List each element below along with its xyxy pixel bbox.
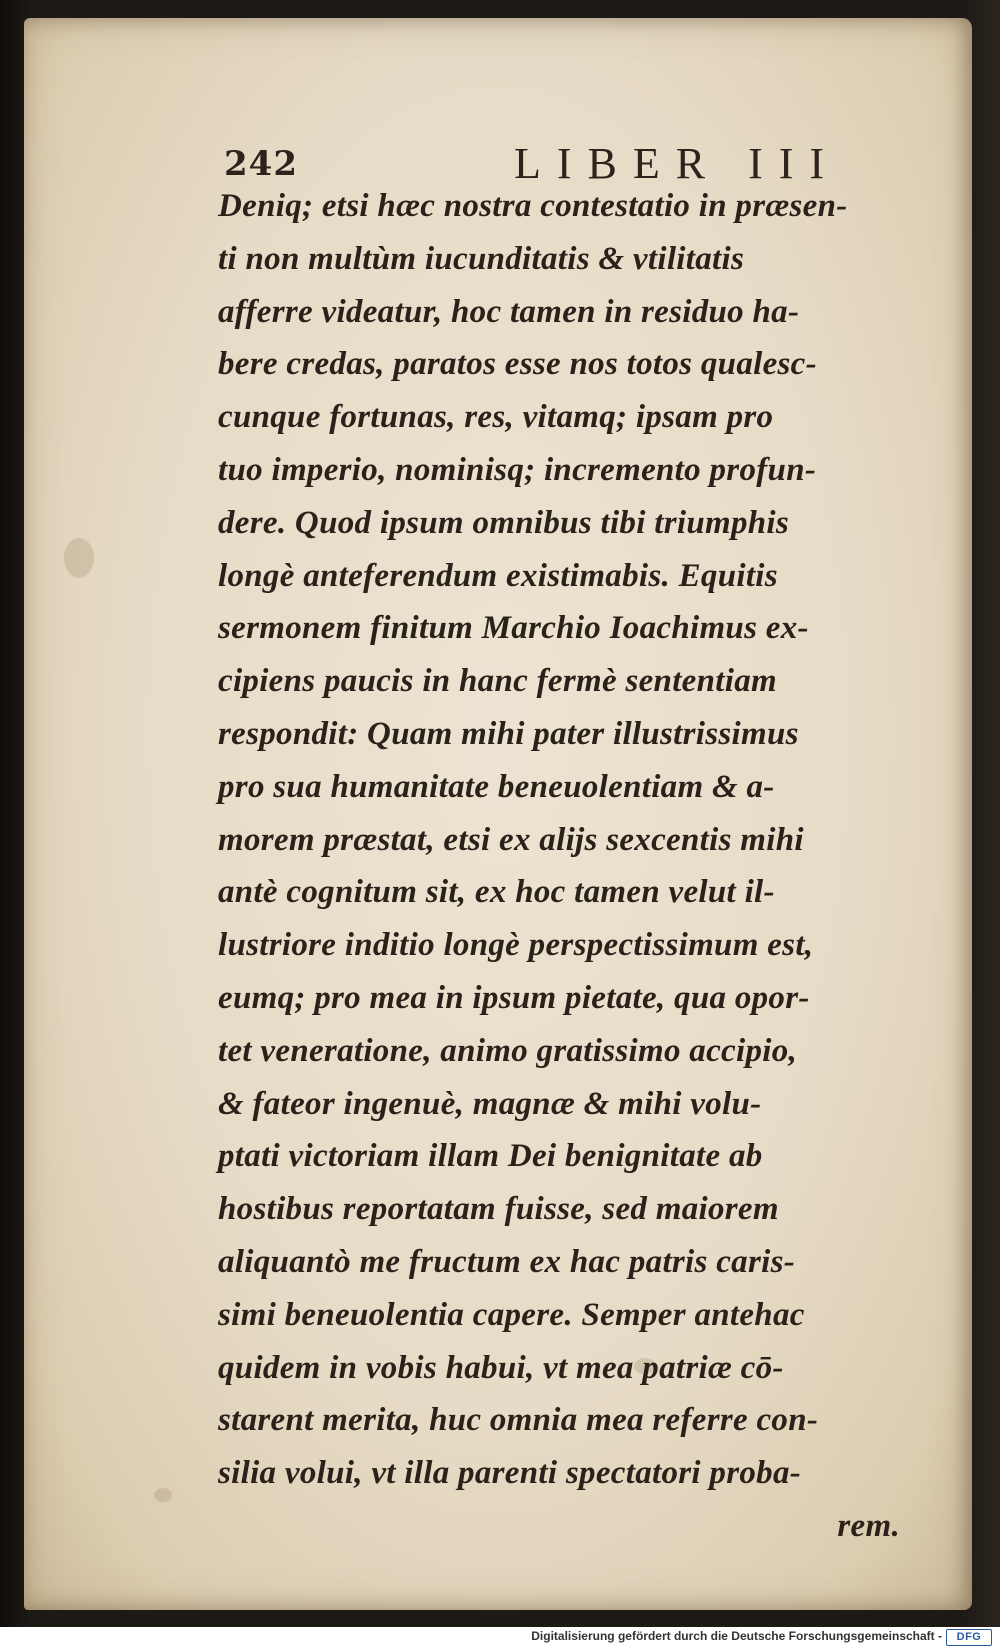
text-line-catchword: rem.	[837, 1507, 900, 1544]
text-line: tet veneratione, animo gratissimo accipio,	[218, 1032, 798, 1069]
text-line: sermonem finitum Marchio Ioachimus ex-	[218, 610, 809, 647]
text-line: dere. Quod ipsum omnibus tibi triumphis	[218, 504, 790, 541]
text-line: bere credas, paratos esse nos totos qualesc-	[218, 346, 817, 383]
text-line: silia volui, vt illa parenti spectatori proba-	[218, 1455, 802, 1492]
body-text	[218, 180, 918, 1553]
dfg-logo-icon: DFG	[946, 1629, 992, 1646]
text-line: antè cognitum sit, ex hoc tamen velut il-	[218, 874, 775, 911]
page-number: 242	[224, 144, 298, 184]
text-line: hostibus reportatam fuisse, sed maiorem	[218, 1191, 779, 1228]
text-line: & fateor ingenuè, magnæ & mihi volu-	[218, 1085, 762, 1122]
text-line: respondit: Quam mihi pater illustrissimus	[218, 715, 799, 752]
paper-stain	[64, 538, 94, 578]
text-line: cunque fortunas, res, vitamq; ipsam pro	[218, 399, 774, 436]
text-line: aliquantò me fructum ex hac patris caris-	[218, 1243, 796, 1280]
funding-notice: Digitalisierung gefördert durch die Deutsche Forschungsgemeinschaft -	[531, 1629, 942, 1643]
text-line: quidem in vobis habui, vt mea patriæ cō-	[218, 1349, 784, 1386]
text-line: longè anteferendum existimabis. Equitis	[218, 557, 778, 594]
text-line: tuo imperio, nominisq; incremento profun-	[218, 451, 817, 488]
paper-stain	[154, 1488, 172, 1502]
text-line: ptati victoriam illam Dei benignitate ab	[218, 1138, 763, 1175]
text-line: eumq; pro mea in ipsum pietate, qua opor-	[218, 979, 810, 1016]
text-line: cipiens paucis in hanc fermè sententiam	[218, 663, 777, 700]
text-line: morem præstat, etsi ex alijs sexcentis mihi	[218, 821, 804, 858]
text-line: afferre videatur, hoc tamen in residuo ha-	[218, 293, 800, 330]
text-line: Deniq; etsi hæc nostra contestatio in præsen-	[218, 188, 848, 224]
text-line: lustriore inditio longè perspectissimum est,	[218, 927, 814, 964]
running-head: LIBER III	[514, 139, 841, 188]
text-line: pro sua humanitate beneuolentiam & a-	[218, 768, 775, 805]
text-line: starent merita, huc omnia mea referre con-	[218, 1402, 819, 1439]
text-line: ti non multùm iucunditatis & vtilitatis	[218, 240, 745, 277]
text-line: simi beneuolentia capere. Semper antehac	[218, 1296, 805, 1333]
